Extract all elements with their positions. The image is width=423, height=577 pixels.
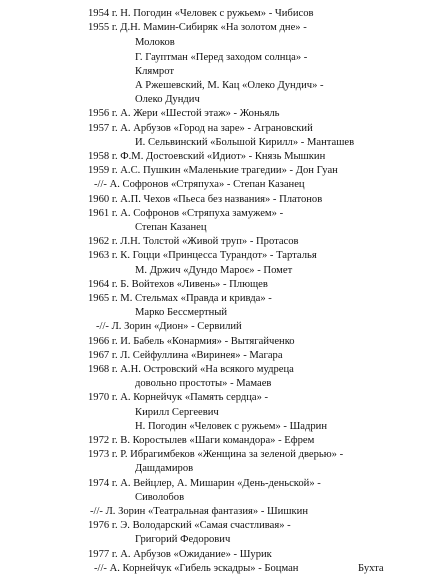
text-line: 1962 г. Л.Н. Толстой «Живой труп» - Протасов [88, 236, 299, 247]
text-line: 1974 г. А. Вейцлер, А. Мишарин «День-деньской» - [88, 478, 321, 489]
text-line: 1977 г. А. Арбузов «Ожидание» - Шурик [88, 549, 272, 560]
text-line: 1973 г. Р. Ибрагимбеков «Женщина за зеленой дверью» - [88, 449, 344, 460]
text-line: Степан Казанец [135, 222, 207, 233]
text-line: 1965 г. М. Стельмах «Правда и кривда» - [88, 293, 272, 304]
text-line: Н. Погодин «Человек с ружьем» - Шадрин [135, 421, 328, 432]
text-line: 1956 г. А. Жери «Шестой этаж» - Жоньяль [88, 108, 280, 119]
text-line: довольно простоты» - Мамаев [135, 378, 272, 389]
text-line: Г. Гауптман «Перед заходом солнца» - [135, 52, 308, 63]
text-line: 1955 г. Д.Н. Мамин-Сибиряк «На золотом дне» - [88, 22, 307, 33]
text-line: 1966 г. И. Бабель «Конармия» - Вытягайченко [88, 336, 295, 347]
text-line: Кирилл Сергеевич [135, 407, 219, 418]
text-line: Дашдамиров [135, 463, 194, 474]
text-line: -//- Л. Зорин «Дион» - Сервилий [96, 321, 242, 332]
text-line: Молоков [135, 37, 175, 48]
text-line: -//- А. Софронов «Стряпуха» - Степан Казанец [94, 179, 305, 190]
text-line: 1954 г. Н. Погодин «Человек с ружьем» - Чибисов [88, 8, 314, 19]
text-line: 1972 г. В. Коростылев «Шаги командора» - Ефрем [88, 435, 315, 446]
text-line: 1963 г. К. Гоцци «Принцесса Турандот» - Тарталья [88, 250, 317, 261]
text-line: 1958 г. Ф.М. Достоевский «Идиот» - Князь Мышкин [88, 151, 326, 162]
text-line: 1968 г. А.Н. Островский «На всякого мудреца [88, 364, 294, 375]
text-line: Клямрот [135, 66, 175, 77]
text-line: Григорий Федорович [135, 534, 231, 545]
text-line: 1976 г. Э. Володарский «Самая счастливая» - [88, 520, 291, 531]
text-line: -//- Л. Зорин «Театральная фантазия» - Шишкин [90, 506, 308, 517]
text-line: 1967 г. Л. Сейфуллина «Виринея» - Магара [88, 350, 283, 361]
text-line: 1970 г. А. Корнейчук «Память сердца» - [88, 392, 269, 403]
text-line: А Ржешевский, М. Кац «Олеко Дундич» - [135, 80, 324, 91]
text-line: 1957 г. А. Арбузов «Город на заре» - Аграновский [88, 123, 313, 134]
text-line: 1964 г. Б. Войтехов «Ливень» - Плющев [88, 279, 268, 290]
text-line: 1960 г. А.П. Чехов «Пьеса без названия» - Платонов [88, 194, 323, 205]
text-line: Олеко Дундич [135, 94, 200, 105]
text-line: Сиволобов [135, 492, 185, 503]
text-line: -//- А. Корнейчук «Гибель эскадры» - Боцман [94, 563, 299, 574]
text-line: 1959 г. А.С. Пушкин «Маленькие трагедии» - Дон Гуан [88, 165, 338, 176]
text-line: Бухта [358, 563, 384, 574]
text-line: И. Сельвинский «Большой Кирилл» - Манташев [135, 137, 355, 148]
text-line: Марко Бессмертный [135, 307, 228, 318]
text-line: М. Држич «Дундо Мароє» - Помет [135, 265, 293, 276]
text-line: 1961 г. А. Софронов «Стряпуха замужем» - [88, 208, 284, 219]
